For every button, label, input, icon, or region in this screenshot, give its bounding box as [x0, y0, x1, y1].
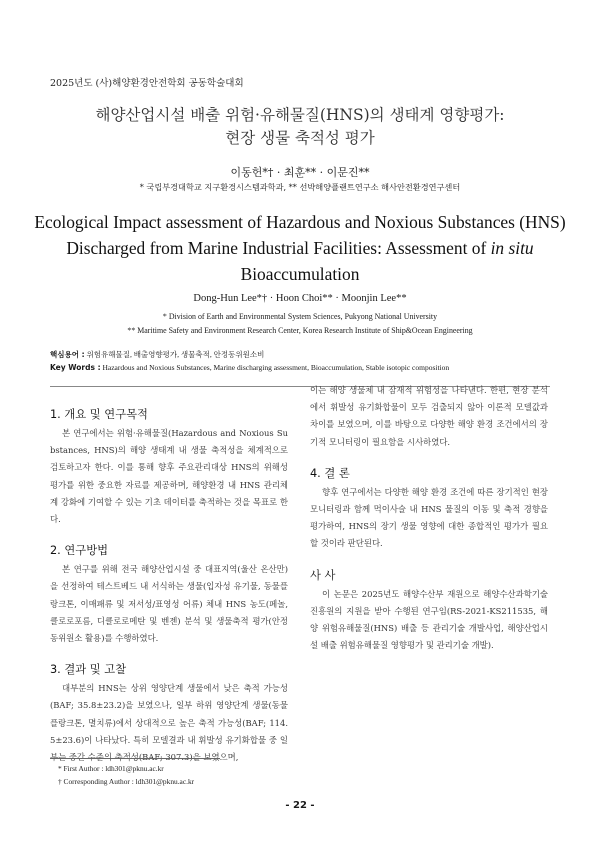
- section-acknowledgment: [310, 567, 548, 655]
- korean-affiliation: * 국립부경대학교 지구환경시스템과학과, ** 선박해양플랜트연구소 해사안전환경연구센터: [139, 182, 461, 192]
- section-conclusion: [310, 465, 548, 553]
- english-keywords-text: Hazardous and Noxious Substances, Marine discharging assessment, Bioaccumulation, Stable isotopic composition: [102, 363, 450, 372]
- english-title-in-situ: in situ: [490, 238, 534, 258]
- korean-keywords-label: 핵심용어 :: [50, 350, 85, 359]
- results-body-right: 이는 해양 생물체 내 잠재적 위험성을 나타낸다. 한편, 현장 분석에서 휘발성 유기화합물이 모두 검출되지 않아 이론적 모델값과 차이를 보였으며, 이를 바탕으로 다양한 해양 환경 조건에서의 장기적 모니터링이 필요함을 시사하였다.: [310, 385, 548, 447]
- korean-keywords: [50, 349, 264, 360]
- korean-title-line1: 해양산업시설 배출 위험·유해물질(HNS)의 생태계 영향평가:: [95, 106, 505, 124]
- intro-body: 본 연구에서는 위험·유해물질(Hazardous and Noxious Substances, HNS)의 해양 생태계 내 생물 축적성을 체계적으로 검토하고자 한다. 이를 통해 향후 주요관리대상 HNS의 위해성 평가를 위한 중요한 자료를 제공하며, 해양환경 내 HNS 관리체계 강화에 기여할 수 있는 기초 데이터를 축적하는 것을 목표로 한다.: [50, 428, 288, 525]
- korean-keywords-text: 위험유해물질, 배출영향평가, 생물축적, 안정동위원소비: [86, 350, 265, 359]
- left-column: [50, 396, 288, 780]
- section-results: [50, 661, 288, 766]
- results-heading: 3. 결과 및 고찰: [50, 663, 127, 677]
- english-keywords: [50, 363, 449, 372]
- acknowledgment-body: 이 논문은 2025년도 해양수산부 재원으로 해양수산과학기술진흥원의 지원을 받아 수행된 연구임(RS-2021-KS211535, 해양 위험유해물질(HNS) 배출 등 관리기술 개발사업, 해양산업시설 배출 위험유해물질 영향평가 및 관리기술 개발).: [310, 588, 548, 651]
- results-body-left: 대부분의 HNS는 상위 영양단계 생물에서 낮은 축적 가능성(BAF; 35.8±23.2)을 보였으나, 일부 하위 영양단계 생물(동물플랑크톤, 멸치류)에서 상대적으로 높은 축적 가능성(BAF; 114.5±23.6)이 나타났다. 특히 모델결과 내 휘발성 유기화합물 중 일부는 중간 수준의 축적성(BAF; 307.3)을 보였으며,: [50, 683, 288, 763]
- korean-title: [30, 104, 570, 150]
- korean-title-line2: 현장 생물 축적성 평가: [225, 129, 375, 147]
- english-authors: Dong-Hun Lee*† · Hoon Choi** · Moonjin Lee**: [193, 293, 407, 304]
- intro-heading: 1. 개요 및 연구목적: [50, 408, 148, 421]
- section-intro: [50, 406, 288, 528]
- english-keywords-label: Key Words :: [50, 363, 101, 372]
- conclusion-heading: 4. 결 론: [310, 466, 350, 480]
- english-affiliation-2: ** Maritime Safety and Environment Research Center, Korea Research Institute of Ship&Ocean Engineering: [127, 326, 473, 335]
- section-results-continued: [310, 382, 548, 451]
- methods-heading: 2. 연구방법: [50, 544, 109, 558]
- english-affiliation-1: * Division of Earth and Environmental System Sciences, Pukyong National University: [162, 312, 438, 321]
- footnote-corresponding-author: † Corresponding Author : ldh301@pknu.ac.kr: [58, 777, 195, 786]
- footnote-divider: [50, 758, 220, 759]
- english-title-line2: [30, 235, 570, 261]
- footnote-first-author: * First Author : ldh301@pknu.ac.kr: [58, 764, 164, 773]
- acknowledgment-heading: 사 사: [310, 568, 336, 582]
- methods-body: 본 연구를 위해 전국 해양산업시설 중 대표지역(울산 온산만)을 선정하여 테스트베드 내 서식하는 생물(입자성 유기물, 동물플랑크톤, 이매패류 및 저서성/표영성 어류) 체내 HNS 농도(페놀, 클로로포름, 디클로로메탄 및 벤젠) 분석 및 생물축적 평가(안정동위원소 활용)를 수행하였다.: [50, 564, 288, 644]
- english-title-line1: Ecological Impact assessment of Hazardous and Noxious Substances (HNS): [34, 212, 566, 232]
- conference-header: 2025년도 (사)해양환경안전학회 공동학술대회: [50, 78, 244, 89]
- english-title-line2-text: Discharged from Marine Industrial Facilities: Assessment of: [66, 238, 491, 258]
- english-title-line3: Bioaccumulation: [240, 264, 360, 284]
- right-column: [310, 382, 548, 668]
- english-title: [30, 209, 570, 287]
- korean-authors: 이동헌*† · 최훈** · 이문진**: [230, 166, 370, 179]
- section-methods: [50, 542, 288, 647]
- page-number: - 22 -: [285, 800, 315, 811]
- conclusion-body: 향후 연구에서는 다양한 해양 환경 조건에 따른 장기적인 현장 모니터링과 함께 먹이사슬 내 HNS 물질의 이동 및 축적 경향을 평가하여, HNS의 장기 생물 영향에 대한 종합적인 평가가 필요할 것이라 판단된다.: [310, 486, 548, 549]
